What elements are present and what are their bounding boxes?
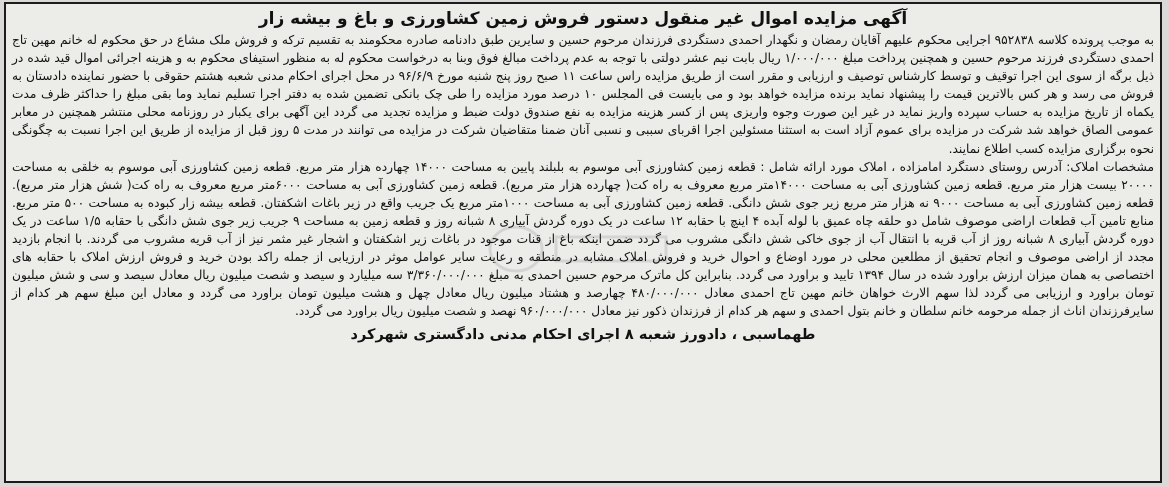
notice-title: آگهی مزایده اموال غیر منقول دستور فروش زمین کشاورزی و باغ و بیشه زار: [258, 9, 908, 29]
notice-paragraph: مشخصات املاک: آدرس روستای دستگرد امامزاده ، املاک مورد ارائه شامل : قطعه زمین کشاورزی آبی موسوم به بلبلند پایین به مساحت ۱۴۰۰۰ چهارده هزار متر مربع. قطعه زمین کشاورزی آبی موسوم به خلقی به مساحت ۲۰۰۰۰ بیست هزار متر مربع. قطعه زمین کشاورزی آبی به مساحت ۱۴۰۰۰متر مربع معروف به راه کت( چهارده هزار متر مربع). قطعه زمین کشاورزی آبی به مساحت ۶۰۰۰متر مربع معروف به راه کت( شش هزار متر مربع). قطعه زمین کشاورزی آبی به مساحت ۹۰۰۰ نه هزار متر مربع زیر جوی شش دانگی. قطعه زمین کشاورزی آبی به مساحت ۱۰۰۰متر مربع یک جریب واقع در زیر باغات اشکفتان. قطعه بیشه زار کبوده به مساحت ۵۰۰ متر مربع. منابع تامین آب قطعات اراضی موصوف شامل دو حلقه چاه عمیق با لوله آبده ۴ اینچ با حقابه ۱۲ ساعت در یک دوره گردش آبیاری ۸ شبانه روز و قطعه زمین به مساحت ۹ جریب زیر جوی شش دانگی با حقابه ۱/۵ ساعت در یک دوره گردش آبیاری ۸ شبانه روز از آب قریه با انتقال آب از جوی خاکی شش دانگی مشروب می گردد ضمن اینکه باغ از قنات موجود در باغات زیر اشکفتان و اشجار غیر مثمر نیز از آب قریه مشروب می گردند. با انجام بازدید مجدد از اراضی موصوف و انجام تحقیق از مطلعین محلی در مورد اوضاع و احوال خرید و فروش املاک مشابه در منطقه و رعایت سایر عوامل موثر در ارزیابی از جمله راکد بودن خرید و فروش ارزش املاک با حقابه های اختصاصی به همان میزان ارزش براورد شده در سال ۱۳۹۴ تایید و براورد می گردد. بنابراین کل ماترک مرحوم حسین احمدی به مبلغ ۳/۳۶۰/۰۰۰/۰۰۰ سه میلیارد و سیصد و شصت میلیون ریال معادل سیصد و سی و شش میلیون تومان براورد و ارزیابی می گردد لذا سهم الارث خواهان خانم مهین تاج احمدی معادل ۴۸۰/۰۰۰/۰۰۰ چهارصد و هشتاد میلیون ریال معادل چهل و هشت میلیون تومان براورد می گردد و معادل این مبلغ سهم هر کدام از سایرفرزندان اناث از جمله مرحومه خانم سلطان و خانم بتول احمدی و سهم هر کدام از فرزندان ذکور نیز معادل ۹۶۰/۰۰۰/۰۰۰ نهصد و شصت میلیون ریال براورد می گردد.: [12, 159, 1155, 319]
notice-content: [12, 8, 1154, 477]
newspaper-clipping: [4, 2, 1162, 483]
notice-paragraph: به موجب پرونده کلاسه ۹۵۲۸۳۸ اجرایی محکوم علیهم آقایان رمضان و نگهدار احمدی دستگردی فرزندان مرحوم حسین و سایرین طبق دادنامه صادره محکومند به تقسیم ترکه و فروش ملک مشاع در حق محکوم له خانم مهین تاج احمدی دستگردی فرزند مرحوم حسین و همچنین پرداخت مبلغ ۱/۰۰۰/۰۰۰ ریال بابت نیم عشر دولتی با توجه به عدم پرداخت مبالغ فوق وبنا به درخواست محکوم له به منظور استیفای محکوم به و هزینه اجرائی اموال قید شده در ذیل برگه از سوی این اجرا توقیف و توسط کارشناس توصیف و ارزیابی و مقرر است از طریق مزایده راس ساعت ۱۱ صبح روز پنج شنبه مورخ ۹۶/۶/۹ در محل اجرای احکام مدنی شعبه هشتم حقوقی با حضور نماینده دادستان به فروش می رسد و هر کس بالاترین قیمت را پیشنهاد نماید برنده مزایده خواهد بود و می بایست فی المجلس ۱۰ درصد مورد مزایده را طی چک بانکی تضمین شده به دفتر اجرا تسلیم نماید وما بقی مبلغ را حداکثر ظرف مدت یکماه از تاریخ مزایده به حساب سپرده واریز نماید در غیر این صورت وجوه واریزی پس از کسر هزینه مزایده به نفع صندوق دولت ضبط و مزایده تجدید می گردد این آگهی برای یکبار در روزنامه محلی منتشر همچنین در معابر عمومی الصاق خواهد شد شرکت در مزایده برای عموم آزاد است به استثنا مسئولین اجرا اقربای سببی و نسبی آنان ضمنا متقاضیان شرکت در مزایده می توانند در مدت ۵ روز قبل از مزایده از طریق این اجرا نسبت به چگونگی نحوه برگزاری مزایده کسب اطلاع نمایند.: [12, 33, 1154, 156]
notice-signature: طهماسبی ، دادورز شعبه ۸ اجرای احکام مدنی دادگستری شهرکرد: [350, 326, 816, 343]
notice-body: [12, 31, 1154, 321]
